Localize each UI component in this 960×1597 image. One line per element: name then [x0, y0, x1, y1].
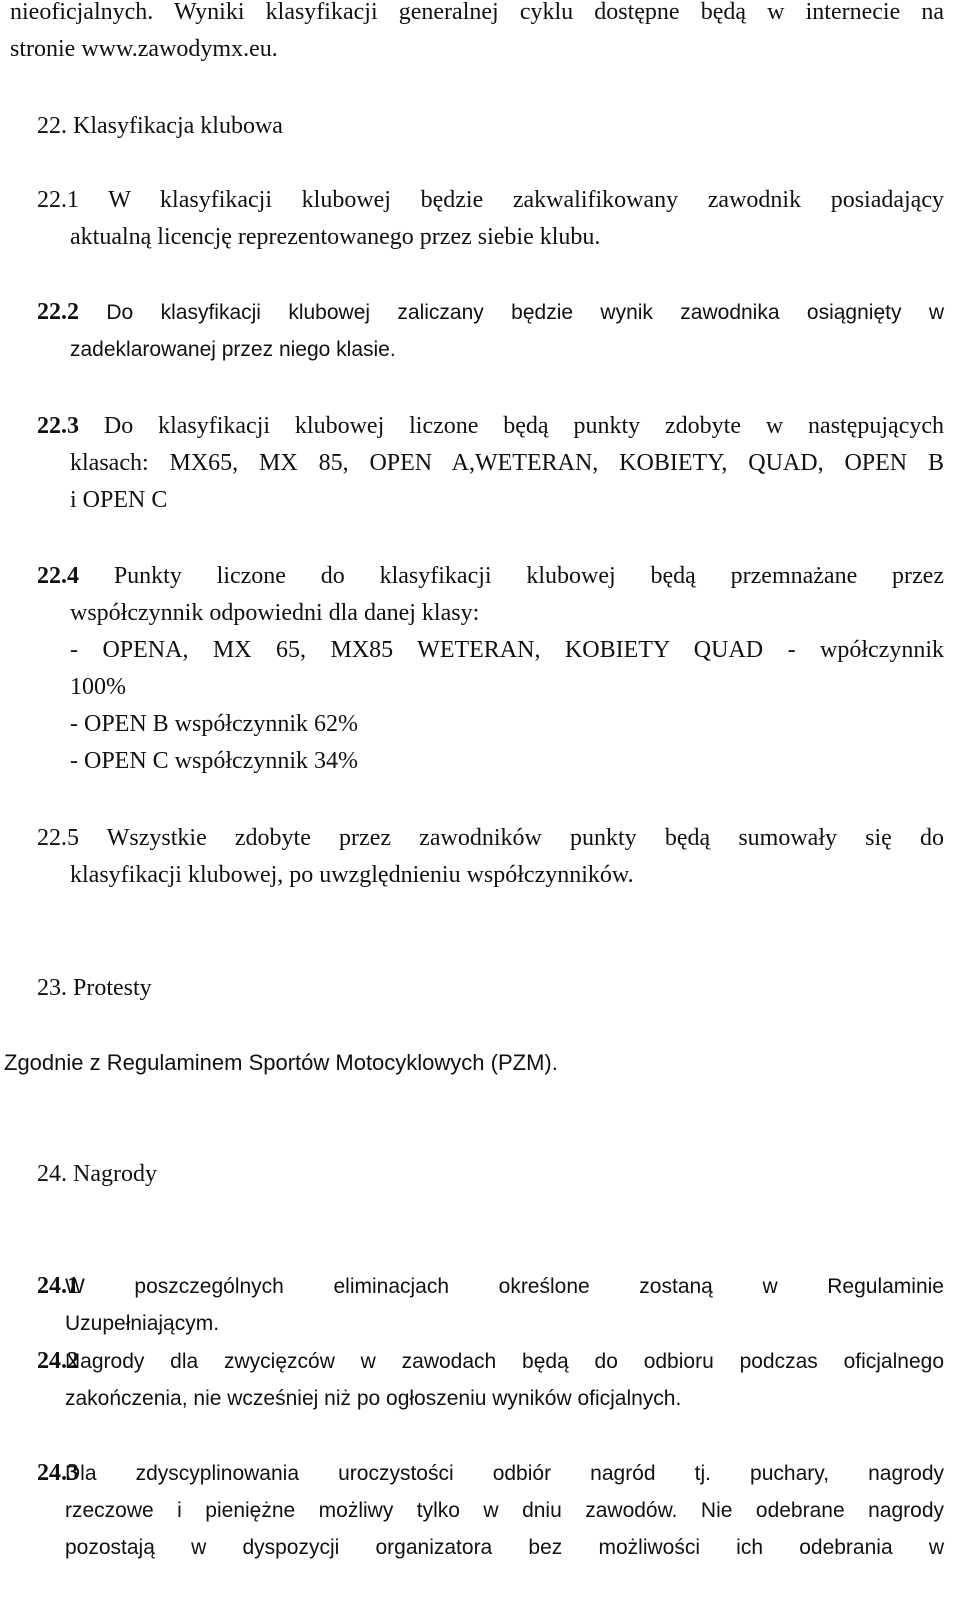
paragraph-22-4-line-5: - OPEN B współczynnik 62%: [70, 711, 358, 737]
paragraph-24-1: [37, 1268, 944, 1342]
paragraph-24-2-line-2: zakończenia, nie wcześniej niż po ogłoszeniu wyników oficjalnych.: [65, 1387, 682, 1410]
paragraph-22-1-line-2: aktualną licencję reprezentowanego przez siebie klubu.: [70, 224, 601, 250]
paragraph-24-3: [37, 1455, 944, 1566]
paragraph-22-3-line-1: Do klasyfikacji klubowej liczone będą punkty zdobyte w następujących: [79, 413, 944, 439]
section-24-heading-text: 24. Nagrody: [37, 1161, 157, 1187]
section-23-text: [4, 1044, 944, 1081]
paragraph-22-2-line-2: zadeklarowanej przez niego klasie.: [70, 338, 396, 361]
paragraph-22-2-number: 22.2: [37, 299, 79, 325]
section-22-heading-text: 22. Klasyfikacja klubowa: [37, 113, 283, 139]
paragraph-24-1-line-1: W poszczególnych eliminacjach określone zostaną w Regulaminie: [65, 1275, 944, 1298]
paragraph-22-4-line-4: 100%: [70, 674, 126, 700]
paragraph-24-3-line-2: rzeczowe i pieniężne możliwy tylko w dniu zawodów. Nie odebrane nagrody: [65, 1499, 944, 1522]
paragraph-22-4-line-2: współczynnik odpowiedni dla danej klasy:: [70, 600, 480, 626]
paragraph-24-2-line-1: Nagrody dla zwycięzców w zawodach będą do odbioru podczas oficjalnego: [65, 1350, 944, 1373]
paragraph-22-5-line-2: klasyfikacji klubowej, po uwzględnieniu współczynników.: [70, 862, 634, 888]
paragraph-22-1: [37, 182, 944, 256]
paragraph-24-2: [37, 1343, 944, 1417]
paragraph-22-3-number: 22.3: [37, 413, 79, 439]
section-22-heading: [37, 108, 937, 145]
paragraph-24-2-number: 24.2: [37, 1348, 79, 1374]
paragraph-22-2-line-1: Do klasyfikacji klubowej zaliczany będzie wynik zawodnika osiągnięty w: [79, 301, 944, 324]
paragraph-22-3: [37, 408, 944, 519]
paragraph-22-1-number: 22.1: [37, 187, 79, 213]
paragraph-24-1-line-2: Uzupełniającym.: [65, 1312, 220, 1335]
section-23-body: Zgodnie z Regulaminem Sportów Motocyklowych (PZM).: [4, 1050, 558, 1075]
paragraph-22-5: [37, 820, 944, 894]
paragraph-22-4-line-3: - OPENA, MX 65, MX85 WETERAN, KOBIETY QUAD - wpółczynnik: [70, 637, 944, 663]
paragraph-22-4-number: 22.4: [37, 563, 79, 589]
intro-paragraph: [10, 0, 944, 68]
paragraph-22-1-line-1: W klasyfikacji klubowej będzie zakwalifikowany zawodnik posiadający: [79, 187, 944, 213]
intro-line-1: nieoficjalnych. Wyniki klasyfikacji generalnej cyklu dostępne będą w internecie na: [10, 0, 944, 25]
paragraph-22-4: [37, 558, 944, 780]
paragraph-24-3-number: 24.3: [37, 1460, 79, 1486]
paragraph-22-5-line-1: Wszystkie zdobyte przez zawodników punkty będą sumowały się do: [79, 825, 944, 851]
paragraph-22-2: [37, 294, 944, 368]
paragraph-24-1-number: 24.1: [37, 1273, 79, 1299]
section-24-heading: [37, 1156, 637, 1193]
paragraph-22-4-line-6: - OPEN C współczynnik 34%: [70, 748, 358, 774]
section-23-heading: [37, 970, 637, 1007]
paragraph-22-3-line-3: i OPEN C: [70, 487, 168, 513]
intro-line-2: stronie www.zawodymx.eu.: [10, 36, 278, 62]
paragraph-24-3-line-3: pozostają w dyspozycji organizatora bez możliwości ich odebrania w: [65, 1536, 944, 1559]
paragraph-22-4-line-1: Punkty liczone do klasyfikacji klubowej będą przemnażane przez: [79, 563, 944, 589]
paragraph-24-3-line-1: Dla zdyscyplinowania uroczystości odbiór nagród tj. puchary, nagrody: [65, 1462, 944, 1485]
paragraph-22-5-number: 22.5: [37, 825, 79, 851]
section-23-heading-text: 23. Protesty: [37, 975, 152, 1001]
paragraph-22-3-line-2: klasach: MX65, MX 85, OPEN A,WETERAN, KOBIETY, QUAD, OPEN B: [70, 450, 944, 476]
